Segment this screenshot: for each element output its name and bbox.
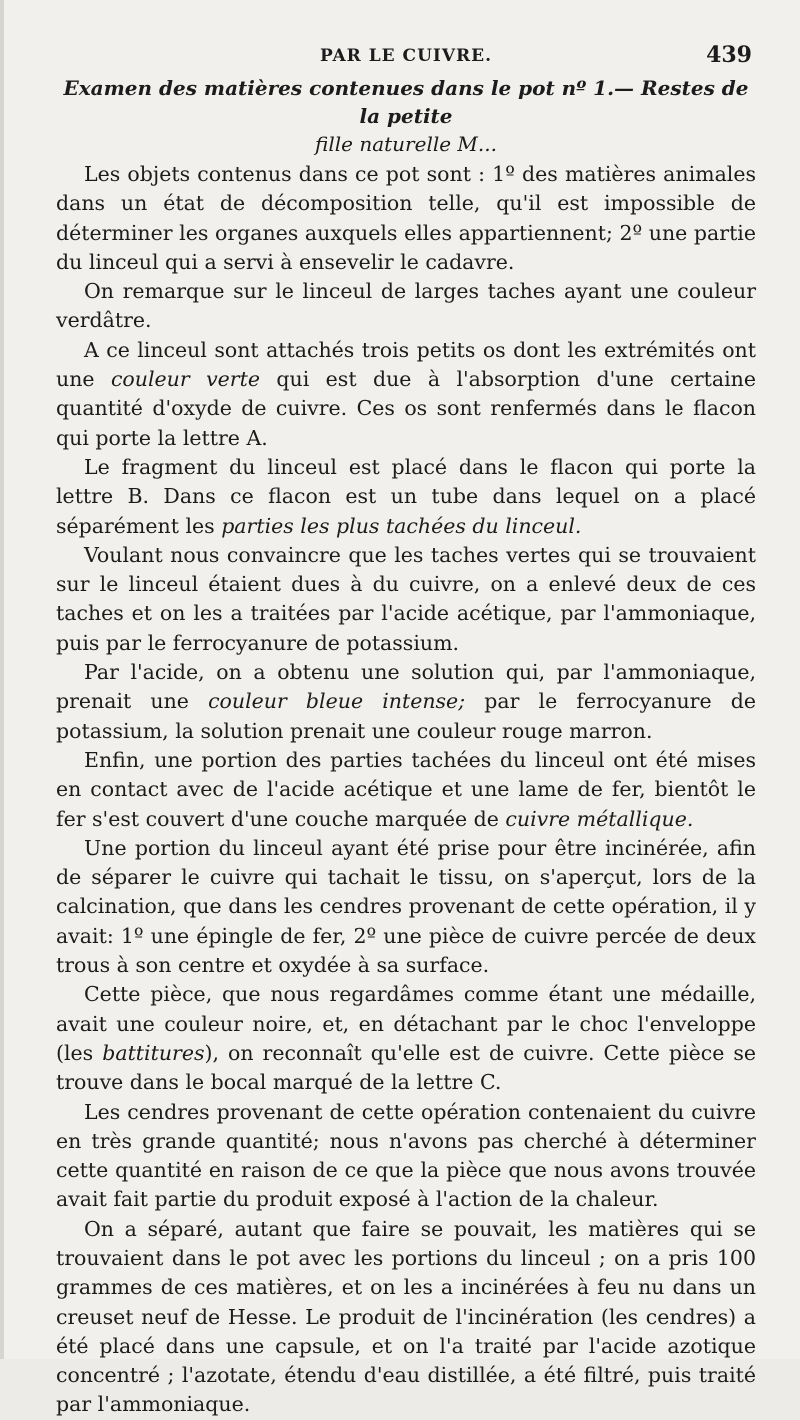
text-run: par le ferrocyanure de potassium, la solution prenait une couleur rouge marron. [56,689,757,743]
text-run: Le fragment du linceul est placé dans le flacon qui porte la lettre B. Dans ce flacon est un tube dans lequel on a placé séparément les [56,454,756,538]
body-text [56,160,756,1420]
text-run: Voulant nous convaincre que les taches vertes qui se trouvaient sur le linceul étaient dues à du cuivre, on a enlevé deux de ces taches et on les a traitées par l'acide acétique, par l'ammoniaque, puis par le ferrocyanure de potassium. [56,542,756,655]
paragraph [56,746,756,834]
paragraph [56,1215,756,1420]
section-heading-line1: Examen des matières contenues dans le pot nº 1.— Restes de la petite [63,76,749,128]
section-heading-line2: fille naturelle M... [315,132,497,156]
paragraph [56,160,756,277]
page-number: 439 [706,42,752,68]
text-run: On a séparé, autant que faire se pouvait, les matières qui se trouvaient dans le pot avec les portions du linceul ; on a pris 100 grammes de ces matières, et on les a incinérées à feu nu dans un creuset neuf de Hesse. Le produit de l'incinération (les cendres) a été placé dans une capsule, et on l'a traité par l'acide azotique concentré ; l'azotate, étendu d'eau distillée, a été filtré, puis traité par l'ammoniaque. [56,1216,756,1417]
paragraph [56,277,756,336]
paragraph [56,541,756,658]
text-run: Une portion du linceul ayant été prise pour être incinérée, afin de séparer le cuivre qui tachait le tissu, on s'aperçut, lors de la calcination, que dans les cendres provenant de cette opération, il y avait: 1º une épingle de fer, 2º une pièce de cuivre percée de deux trous à son centre et oxydée à sa surface. [56,835,756,978]
text-run: Les cendres provenant de cette opération contenaient du cuivre en très grande quantité; nous n'avons pas cherché à déterminer cette quantité en raison de ce que la pièce que nous avons trouvée avait fait partie du produit exposé à l'action de la chaleur. [56,1099,756,1212]
text-run: Par l'acide, on a obtenu une solution qui, par l'ammoniaque, prenait une [56,660,756,714]
text-run: ), on reconnaît qu'elle est de cuivre. Cette pièce se trouve dans le bocal marqué de la lettre C. [56,1040,756,1095]
paragraph [56,980,756,1097]
italic-phrase: battitures [102,1040,205,1065]
text-run: qui est due à l'absorption d'une certaine quantité d'oxyde de cuivre. Ces os sont renfermés dans le flacon qui porte la lettre A. [56,367,756,450]
italic-phrase: couleur verte [110,367,260,392]
italic-phrase: couleur bleue intense; [208,689,466,714]
italic-phrase: parties les plus tachées du linceul. [221,513,582,538]
section-heading [56,74,756,158]
paragraph [56,1098,756,1215]
text-run: Enfin, une portion des parties tachées du linceul ont été mises en contact avec de l'acide acétique et une lame de fer, bientôt le fer s'est couvert d'une couche marquée de [56,747,756,831]
italic-phrase: cuivre métallique. [505,806,694,831]
paragraph [56,453,756,541]
text-run: Les objets contenus dans ce pot sont : 1º des matières animales dans un état de décomposition telle, qu'il est impossible de déterminer les organes auxquels elles appartiennent; 2º une partie du linceul qui a servi à ensevelir le cadavre. [56,162,756,274]
text-run: On remarque sur le linceul de larges taches ayant une couleur verdâtre. [56,279,756,333]
text-run: A ce linceul sont attachés trois petits os dont les extrémités ont une [56,337,756,392]
running-title: PAR LE CUIVRE. [319,46,493,66]
text-run: Cette pièce, que nous regardâmes comme étant une médaille, avait une couleur noire, et, en détachant par le choc l'enveloppe (les [56,982,756,1065]
paragraph [56,834,756,980]
paragraph [56,336,756,453]
paragraph [56,658,756,746]
running-head [56,40,756,74]
